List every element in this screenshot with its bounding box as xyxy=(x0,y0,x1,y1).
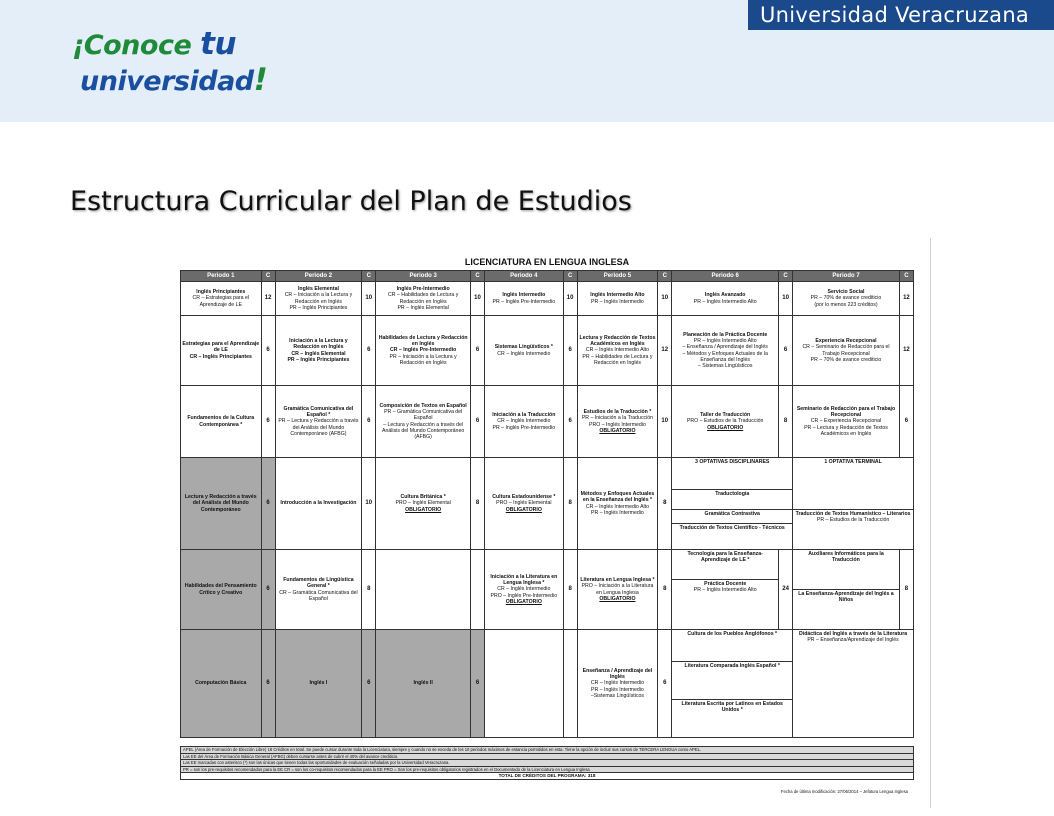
course-cell: Iniciación a la Literatura en Lengua Inglesa * CR – Inglés Intermedio PRO – Inglés Pre-Intermedio OBLIGATORIO xyxy=(485,550,564,630)
table-row xyxy=(181,550,914,630)
col-header: Periodo 2 xyxy=(275,271,362,282)
slide-title: Estructura Curricular del Plan de Estudios xyxy=(70,186,632,217)
logo-tu: tu xyxy=(200,26,237,62)
col-header: Periodo 5 xyxy=(577,271,658,282)
auxiliares-cell: Auxiliares Informáticos para la Traducción La Enseñanza-Aprendizaje del Inglés a Niños xyxy=(793,550,900,630)
course-cell: Planeación de la Práctica Docente PR – Inglés Intermedio Alto – Enseñanza / Aprendizaje del Inglés – Métodos y Enfoques Actuales de la Enseñanza del Inglés – Sistemas Lingüísticos xyxy=(672,316,779,386)
credits-cell: 24 xyxy=(779,550,793,630)
credits-cell: 6 xyxy=(362,316,376,386)
table-row xyxy=(181,386,914,458)
course-cell: Seminario de Redacción para el Trabajo Recepcional CR – Experiencia Recepcional PR – Lectura y Redacción de Textos Académicos en Inglés xyxy=(793,386,900,458)
col-header: Periodo 1 xyxy=(181,271,262,282)
credits-cell: 6 xyxy=(261,458,275,550)
credits-cell: 6 xyxy=(658,630,672,738)
footnote: APEL (Área de Formación de Elección Libre) 18 Créditos en total. Se puede cursar durante toda la Licenciatura, siempre y cuando no se exceda de los 10 periodos máximos de estancia permitidos en esta. Tiene la opción de incluir sus cursos de TERCERA LENGUA como APEL. xyxy=(180,746,914,754)
credits-cell: 8 xyxy=(362,550,376,630)
col-header: C xyxy=(779,271,793,282)
course-cell: Estrategias para el Aprendizaje de LE CR – Inglés Principiantes xyxy=(181,316,262,386)
empty-cell xyxy=(485,630,564,738)
literatura-cell: Cultura de los Pueblos Anglófonos * Literatura Comparada Inglés Español * Literatura Escrita por Latinos en Estados Unidos * xyxy=(672,630,793,738)
course-cell: Cultura Británica * PRO – Inglés Elemental OBLIGATORIO xyxy=(376,458,471,550)
credits-cell: 10 xyxy=(658,282,672,316)
credits-cell: 6 xyxy=(563,316,577,386)
credits-cell: 12 xyxy=(899,282,913,316)
credits-cell: 6 xyxy=(261,630,275,738)
optativa-terminal-cell: 1 OPTATIVA TERMINAL Traducción de Textos Humanístico – Literarios PR – Estudios de la Traducción xyxy=(793,458,914,550)
table-row xyxy=(181,630,914,738)
col-header: Periodo 4 xyxy=(485,271,564,282)
col-header: Periodo 7 xyxy=(793,271,900,282)
course-cell: Inglés Pre-Intermedio CR – Habilidades de Lectura y Redacción en Inglés PR – Inglés Elemental xyxy=(376,282,471,316)
credits-cell: 8 xyxy=(563,550,577,630)
logo-bang: ! xyxy=(253,62,268,98)
course-cell: Sistemas Lingüísticos * CR – Inglés Intermedio xyxy=(485,316,564,386)
course-cell: Fundamentos de la Cultura Contemporánea * xyxy=(181,386,262,458)
course-cell: Computación Básica xyxy=(181,630,262,738)
credits-cell: 12 xyxy=(658,316,672,386)
credits-cell: 6 xyxy=(779,316,793,386)
table-row xyxy=(181,458,914,550)
optativas-cell: 3 OPTATIVAS DISCIPLINARES Traductología Gramática Contrastiva Traducción de Textos Científico - Técnicos xyxy=(672,458,793,550)
header-band xyxy=(0,0,1054,122)
footnote: PR = son los pre-requisitos recomendados para la EE CR = son los co-requisitos recomendados para la EE PRO = Son los pre-requisitos obligatorios registrados en el Documentado de la Licenciatura en Lengua Inglesa xyxy=(180,767,914,774)
course-cell: Inglés Intermedio PR – Inglés Pre-Intermedio xyxy=(485,282,564,316)
credits-cell: 12 xyxy=(899,316,913,386)
credits-cell: 10 xyxy=(362,282,376,316)
credits-cell: 6 xyxy=(261,316,275,386)
col-header: C xyxy=(658,271,672,282)
course-cell: Cultura Estadounidense * PRO – Inglés Elemental OBLIGATORIO xyxy=(485,458,564,550)
course-cell: Métodos y Enfoques Actuales en la Enseñanza del Inglés * CR – Inglés Intermedio Alto PR – Inglés Intermedio xyxy=(577,458,658,550)
course-cell: Iniciación a la Traducción CR – Inglés Intermedio PR – Inglés Pre-Intermedio xyxy=(485,386,564,458)
conoce-tu-universidad-logo xyxy=(72,22,282,102)
course-cell: Iniciación a la Lectura y Redacción en Inglés CR – Inglés Elemental PR – Inglés Principiantes xyxy=(275,316,362,386)
credits-cell: 6 xyxy=(470,386,484,458)
credits-cell: 10 xyxy=(563,282,577,316)
credits-cell: 6 xyxy=(261,386,275,458)
credits-cell: 8 xyxy=(563,458,577,550)
col-header: C xyxy=(470,271,484,282)
logo-line2: universidad xyxy=(80,66,254,97)
credits-cell: 6 xyxy=(362,386,376,458)
course-cell: Inglés Avanzado PR – Inglés Intermedio Alto xyxy=(672,282,779,316)
course-cell: Taller de Traducción PRO – Estudios de la Traducción OBLIGATORIO xyxy=(672,386,779,458)
credits-cell: 6 xyxy=(563,386,577,458)
course-cell: Inglés II xyxy=(376,630,471,738)
course-cell: Inglés Elemental CR – Iniciación a la Lectura y Redacción en Inglés PR – Inglés Principiantes xyxy=(275,282,362,316)
empty-cell xyxy=(376,550,471,630)
course-cell: Inglés I xyxy=(275,630,362,738)
table-row xyxy=(181,282,914,316)
credits-cell: 8 xyxy=(899,550,913,630)
course-cell: Habilidades de Lectura y Redacción en Inglés CR – Inglés Pre-Intermedio PR – Iniciación a la Lectura y Redacción en Inglés xyxy=(376,316,471,386)
credits-cell: 6 xyxy=(261,550,275,630)
course-cell: Enseñanza / Aprendizaje del Inglés CR – Inglés Intermedio PR – Inglés Intermedio –Sistemas Lingüísticos xyxy=(577,630,658,738)
footnote: Las EE marcadas con asterisco (*) son las únicas que tienen todas las oportunidades de evaluación señaladas por la Universidad Veracruzana. xyxy=(180,760,914,767)
header-row xyxy=(181,271,914,282)
credits-cell: 10 xyxy=(779,282,793,316)
credits-cell: 8 xyxy=(779,386,793,458)
col-header: C xyxy=(362,271,376,282)
credits-cell: 8 xyxy=(470,458,484,550)
credits-cell: 10 xyxy=(362,458,376,550)
course-cell: Estudios de la Traducción * PR – Iniciación a la Traducción PRO – Inglés Intermedio OBLIGATORIO xyxy=(577,386,658,458)
credits-cell: 10 xyxy=(470,282,484,316)
credits-cell: 8 xyxy=(658,550,672,630)
course-cell: Lectura y Redacción a través del Análisis del Mundo Contemporáneo xyxy=(181,458,262,550)
course-cell: Servicio Social PR – 70% de avance crediticio (por lo menos 223 créditos) xyxy=(793,282,900,316)
course-cell: Experiencia Recepcional CR – Seminario de Redacción para el Trabajo Recepcional PR – 70% de avance crediticio xyxy=(793,316,900,386)
last-modified: Fecha de última modificación: 27/06/2014 – Jefatura Lengua Inglesa xyxy=(780,789,908,794)
credits-cell: 6 xyxy=(362,630,376,738)
course-cell: Literatura en Lengua Inglesa * PRO – Iniciación a la Literatura en Lengua Inglesa OBLIGATORIO xyxy=(577,550,658,630)
table-row xyxy=(181,316,914,386)
course-cell: Fundamentos de Lingüística General * CR – Gramática Comunicativa del Español xyxy=(275,550,362,630)
practica-cell: Tecnología para la Enseñanza-Aprendizaje de LE * Práctica Docente PR – Inglés Intermedio Alto xyxy=(672,550,779,630)
col-header: C xyxy=(563,271,577,282)
empty-cell xyxy=(563,630,577,738)
course-cell: Introducción a la Investigación xyxy=(275,458,362,550)
course-cell: Inglés Intermedio Alto PR – Inglés Intermedio xyxy=(577,282,658,316)
credits-cell: 10 xyxy=(658,386,672,458)
credits-cell: 8 xyxy=(658,458,672,550)
col-header: C xyxy=(261,271,275,282)
divider-line xyxy=(930,238,931,808)
curriculum-document xyxy=(180,255,914,800)
credits-cell: 6 xyxy=(899,386,913,458)
curriculum-table xyxy=(180,270,914,738)
credits-cell: 12 xyxy=(261,282,275,316)
footnotes xyxy=(180,746,914,780)
course-cell: Habilidades del Pensamiento Crítico y Creativo xyxy=(181,550,262,630)
course-cell: Lectura y Redacción de Textos Académicos en Inglés CR – Inglés Intermedio Alto PR – Habilidades de Lectura y Redacción en Inglés xyxy=(577,316,658,386)
footnote: Las EE del Área de Formación Básica General (AFBG) deben cursarse antes de cubrir el 40% del avance crediticio. xyxy=(180,754,914,761)
empty-cell xyxy=(470,550,484,630)
total-credits: TOTAL DE CRÉDITOS DEL PROGRAMA: 318 xyxy=(180,773,914,780)
col-header: C xyxy=(899,271,913,282)
didactica-cell: Didáctica del Inglés a través de la Literatura PR – Enseñanza/Aprendizaje del Inglés xyxy=(793,630,914,738)
credits-cell: 6 xyxy=(470,316,484,386)
course-cell: Inglés Principiantes CR – Estrategias para el Aprendizaje de LE xyxy=(181,282,262,316)
university-badge: Universidad Veracruzana xyxy=(748,0,1054,30)
course-cell: Gramática Comunicativa del Español * PR – Lectura y Redacción a través del Análisis del Mundo Contemporáneo (AFBG) xyxy=(275,386,362,458)
document-title: LICENCIATURA EN LENGUA INGLESA xyxy=(464,257,630,267)
course-cell: Composición de Textos en Español PR – Gramática Comunicativa del Español – Lectura y Redacción a través del Análisis del Mundo Contemporáneo (AFBG) xyxy=(376,386,471,458)
col-header: Periodo 6 xyxy=(672,271,779,282)
logo-line1: ¡Conoce xyxy=(72,30,201,61)
col-header: Periodo 3 xyxy=(376,271,471,282)
credits-cell: 6 xyxy=(470,630,484,738)
